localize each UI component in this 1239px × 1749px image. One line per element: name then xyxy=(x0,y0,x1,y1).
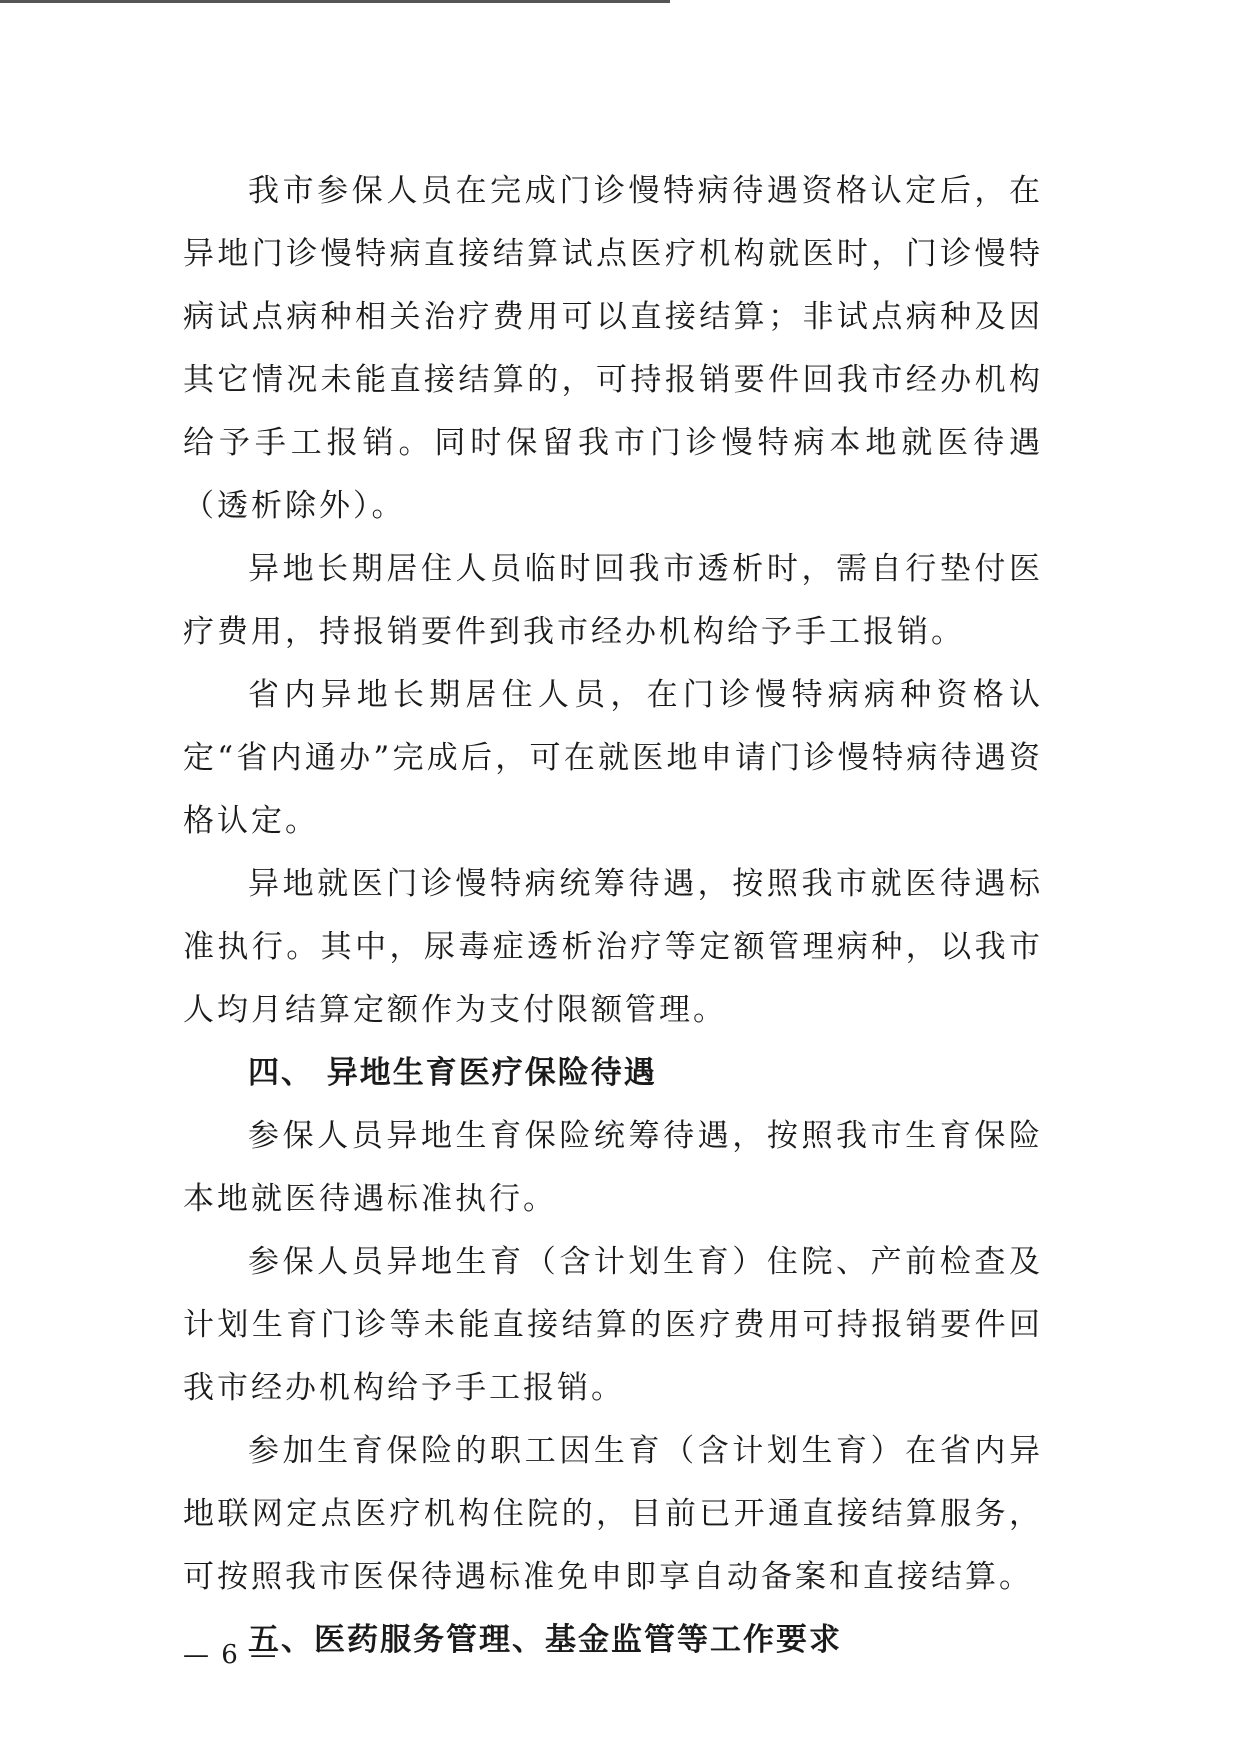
section-heading-supervision: 五、医药服务管理、基金监管等工作要求 xyxy=(248,1622,842,1658)
section-heading-maternity: 四、 异地生育医疗保险待遇 xyxy=(248,1055,657,1091)
paragraph-maternity-manual-reimbursement: 参保人员异地生育（含计划生育）住院、产前检查及计划生育门诊等未能直接结算的医疗费用可持报销要件回我市经办机构给予手工报销。 xyxy=(183,1244,1043,1406)
document-body xyxy=(183,160,1043,1672)
paragraph-maternity-direct-settlement: 参加生育保险的职工因生育（含计划生育）在省内异地联网定点医疗机构住院的，目前已开通直接结算服务，可按照我市医保待遇标准免申即享自动备案和直接结算。 xyxy=(183,1433,1043,1595)
paragraph-outpatient-standard: 异地就医门诊慢特病统筹待遇，按照我市就医待遇标准执行。其中，尿毒症透析治疗等定额管理病种，以我市人均月结算定额作为支付限额管理。 xyxy=(183,866,1043,1028)
paragraph-dialysis-reimbursement: 异地长期居住人员临时回我市透析时，需自行垫付医疗费用，持报销要件到我市经办机构给予手工报销。 xyxy=(183,551,1043,650)
paragraph-maternity-standard: 参保人员异地生育保险统筹待遇，按照我市生育保险本地就医待遇标准执行。 xyxy=(183,1118,1043,1217)
scan-top-edge xyxy=(0,0,670,3)
page-number: — 6 — xyxy=(183,1640,279,1670)
paragraph-outpatient-settlement: 我市参保人员在完成门诊慢特病待遇资格认定后，在异地门诊慢特病直接结算试点医疗机构就医时，门诊慢特病试点病种相关治疗费用可以直接结算；非试点病种及因其它情况未能直接结算的，可持报销要件回我市经办机构给予手工报销。同时保留我市门诊慢特病本地就医待遇（透析除外）。 xyxy=(183,173,1043,524)
paragraph-in-province-qualification: 省内异地长期居住人员，在门诊慢特病病种资格认定“省内通办”完成后，可在就医地申请门诊慢特病待遇资格认定。 xyxy=(183,677,1043,839)
